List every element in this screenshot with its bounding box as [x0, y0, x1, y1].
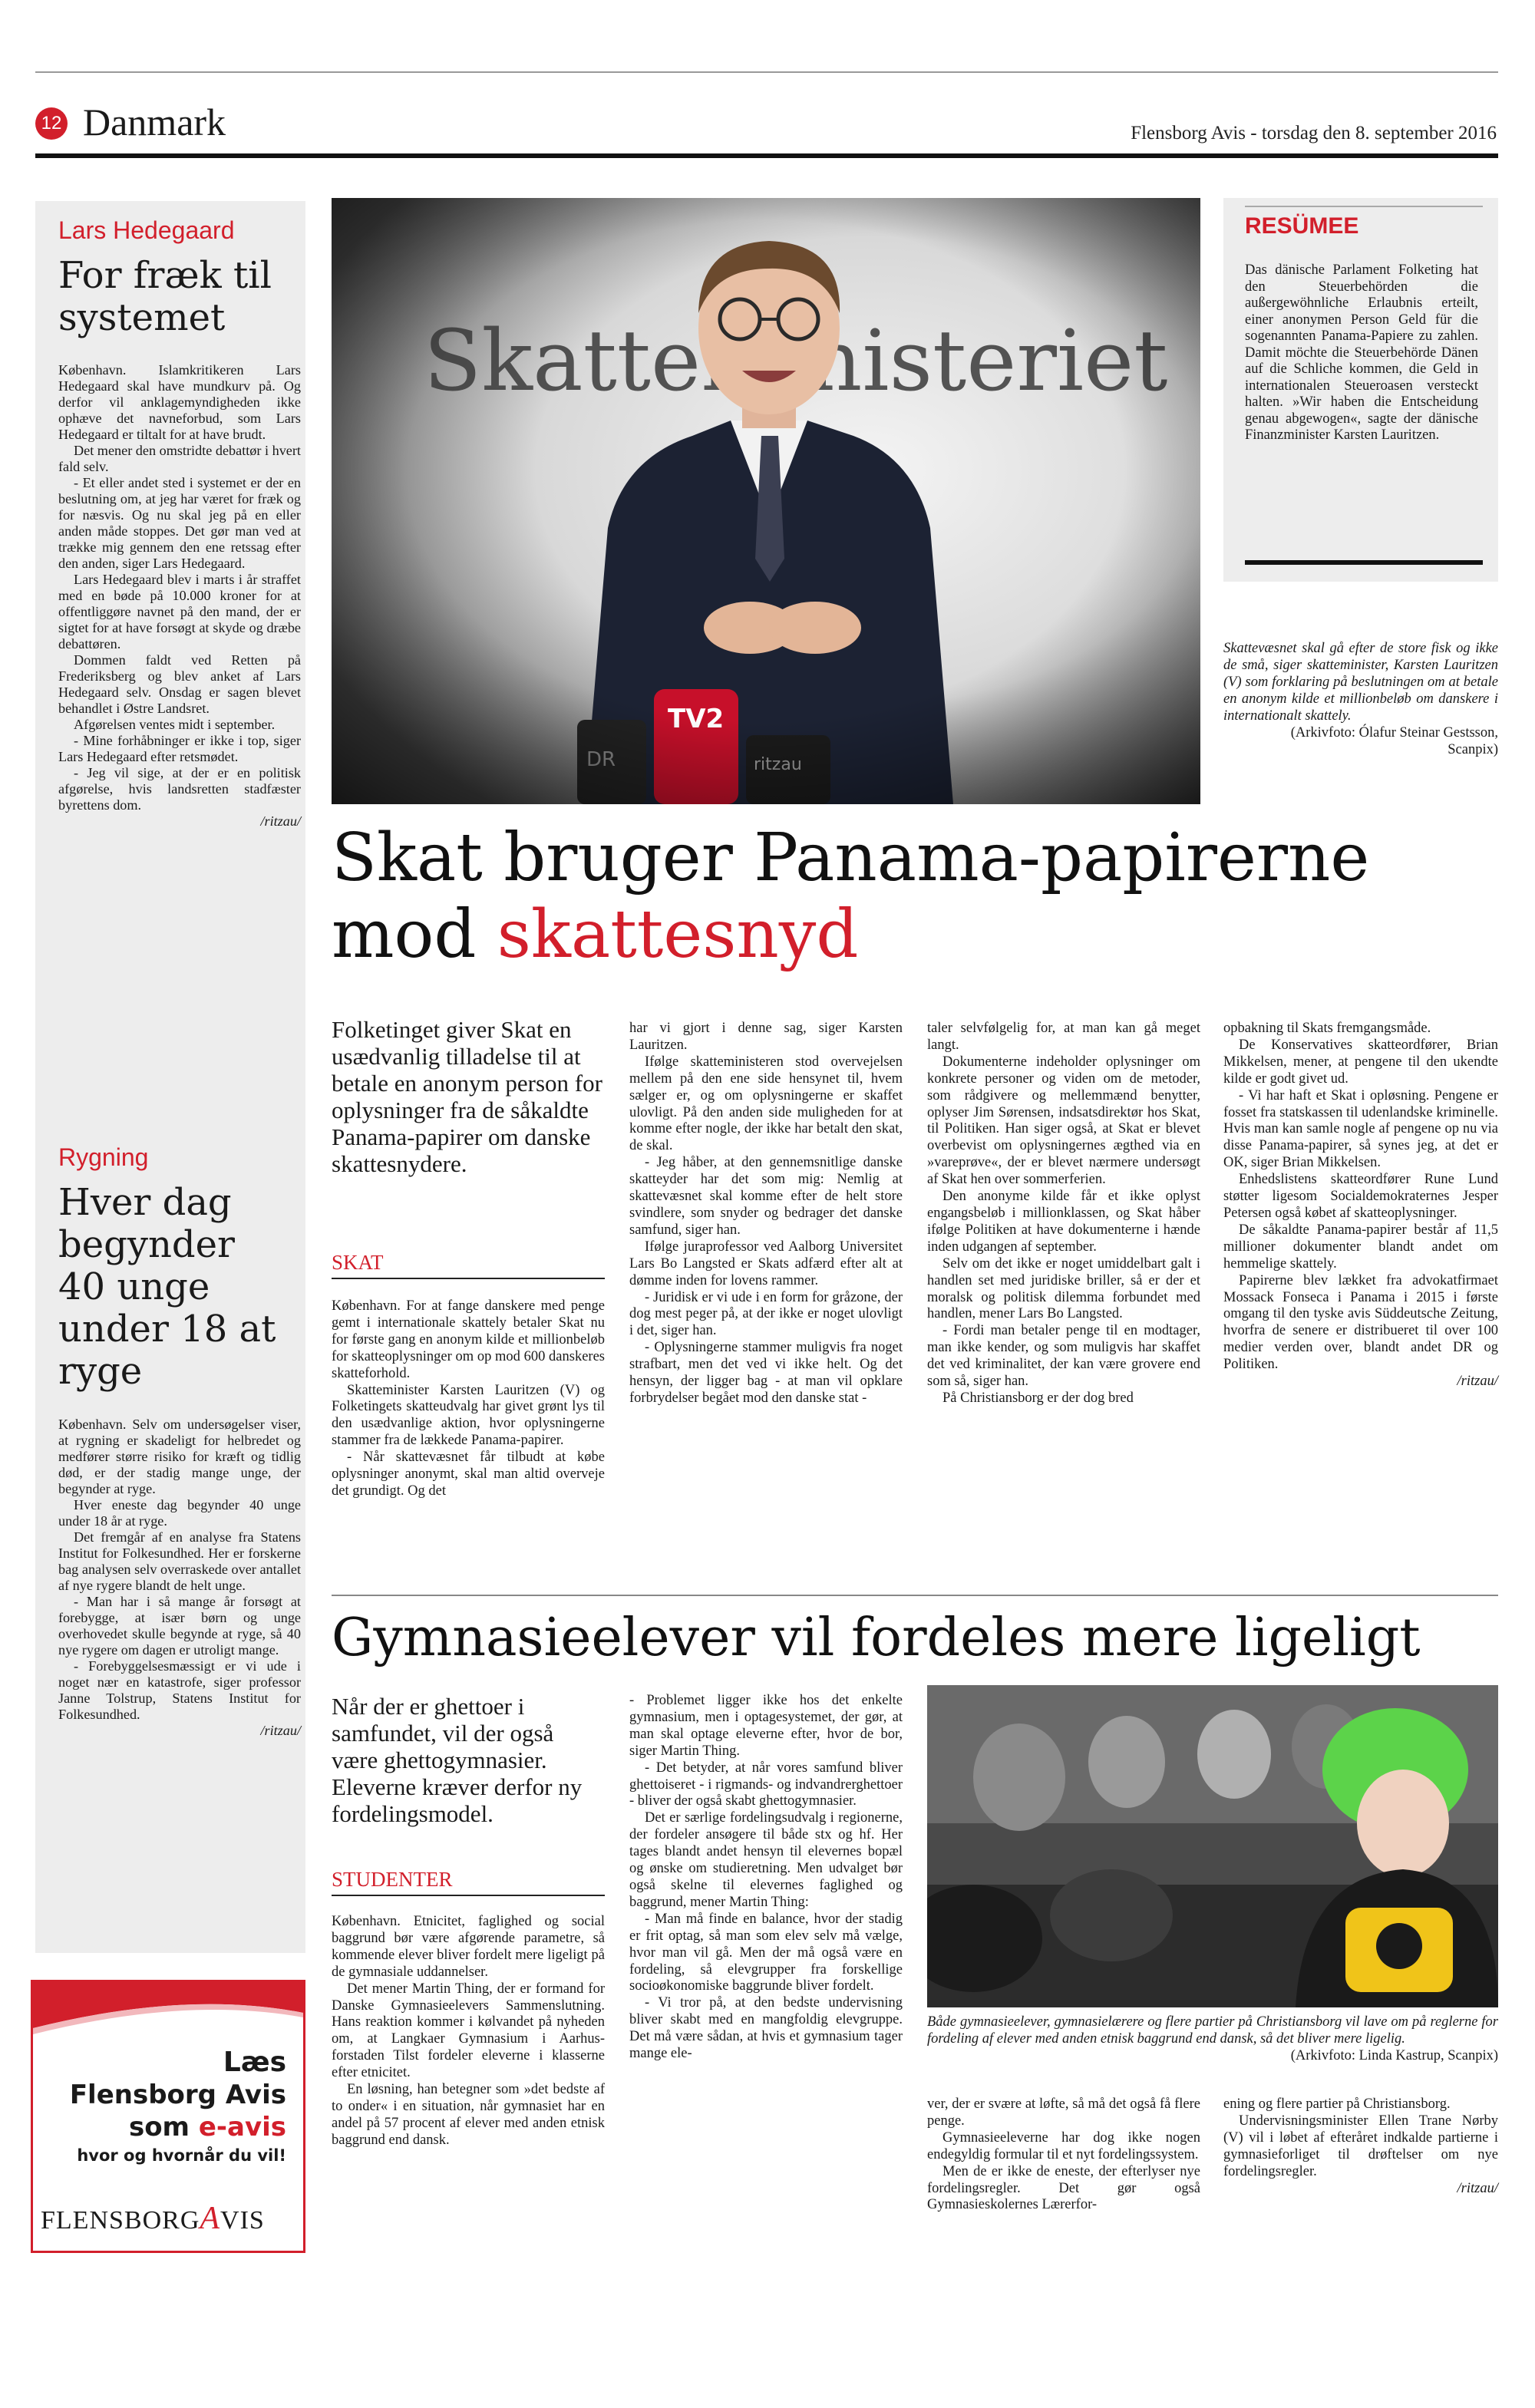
article2-paragraph: Men de er ikke de eneste, der efterlyser nye fordelingsregler. Det gør også Gymnasieskolernes Lærerfor- [927, 2163, 1200, 2213]
article2-column-4 [1223, 2096, 1498, 2197]
article1-column-4 [1223, 1021, 1498, 1390]
resume-box [1223, 198, 1498, 582]
ad-line: Flensborg Avis [69, 2080, 286, 2110]
article2-paragraph: Det er særlige fordelingsudvalg i regionerne, der fordeler ansøgere til både stx og hf. Her tages blandt andet hensyn til elevernes bopæl og ønske om studieretning. Men udvalget bør også skelne til elevernes faglighed og baggrund, mener Martin Thing: [629, 1810, 903, 1910]
story2-paragraph: Hver eneste dag begynder 40 unge under 18 år at ryge. [58, 1497, 301, 1529]
article1-intro: Folketinget giver Skat en usædvanlig tilladelse til at betale en anonym person for oplysninger fra de såkaldte Panama-papirer om danske skattesnydere. [332, 1016, 602, 1177]
article1-paragraph: Den anonyme kilde får et ikke oplyst engangsbeløb i millionklassen, og Skat håber ifølge Politiken at have dokumenterne i hænde inden udgangen af september. [927, 1189, 1200, 1255]
article1-column-1 [332, 1298, 605, 1500]
article1-paragraph: - Juridisk er vi ude i en form for gråzone, der dog mest peger på, at der ikke er noget ulovligt i det, siger han. [629, 1289, 903, 1339]
article1-paragraph: Ifølge skatteministeren stod overvejelsen mellem på den ene side hensynet til, hvem sælger er, og om oplysningerne er skaffet ulovligt. På den anden side muligheden for at komme efter nogle, der ikke har betalt den skat, de skal. [629, 1054, 903, 1154]
article1-column-3 [927, 1021, 1200, 1407]
article1-signature: /ritzau/ [1457, 1374, 1498, 1390]
article2-paragraph: ening og flere partier på Christiansborg. [1223, 2096, 1451, 2112]
article1-paragraph: Enhedslistens skatteordfører Rune Lund støtter ligesom Socialdemokraternes Jesper Petersen også købet af skatteoplysninger. [1223, 1172, 1498, 1221]
article1-paragraph: - Oplysningerne stammer muligvis fra noget strafbart, men det ved vi ikke helt. Og det hensyn, der ligger bag - at man vil opklare forbrydelser begået mod den danske stat - [629, 1340, 903, 1406]
article2-paragraph: - Problemet ligger ikke hos det enkelte gymnasium, men i optagesystemet, der gør, at man skal optage eleverne efter, hvor de bor, siger Martin Thing. [629, 1693, 903, 1759]
resume-title: RESÜMEE [1245, 206, 1483, 239]
story2-headline [58, 1182, 304, 1393]
article2-paragraph: Det mener Martin Thing, der er formand for Danske Gymnasieelevers Sammenslutning. Hans reaktion kommer i kølvandet på nyheden om, at Langkaer Gymnasium i Aarhus-forstaden Tilst fordeler eleverne i klasserne efter etnicitet. [332, 1981, 605, 2081]
students-photo-illustration [927, 1685, 1498, 2007]
article2-paragraph: Undervisningsminister Ellen Trane Nørby (V) vil i løbet af efteråret indkalde partierne i gymnasieforliget til drøftelser om nye fordelingsregler. [1223, 2113, 1498, 2179]
story1-paragraph: Lars Hedegaard blev i marts i år straffet med en bøde på 10.000 kroner for at offentliggøre navnet på den mand, der er sigtet for at have forsøgt at skyde og dræbe debattøren. [58, 572, 301, 651]
ad-line-part: som [128, 2112, 199, 2142]
story1-body [58, 362, 301, 830]
article1-headline-part: mod [332, 896, 497, 973]
story1-kicker: Lars Hedegaard [58, 216, 235, 244]
article2-paragraph: København. Etnicitet, faglighed og social baggrund bør være afgørende parametre, så kommende elever bliver fordelt mere ligeligt på de gymnasiale uddannelser. [332, 1914, 605, 1980]
article2-column-1 [332, 1914, 605, 2149]
story1-paragraph: - Mine forhåbninger er ikke i top, siger Lars Hedegaard efter retsmødet. [58, 733, 301, 764]
ad-line-highlight: e-avis [198, 2112, 286, 2142]
story2-headline-line: Hver dag [58, 1181, 232, 1224]
story2-headline-line: begynder [58, 1223, 235, 1266]
article2-paragraph: En løsning, han betegner som »det bedste af to onder« i en situation, når gymnasiet har en andel på 57 procent af elever med anden etnisk baggrund end dansk. [332, 2082, 605, 2148]
article2-intro: Når der er ghettoer i samfundet, vil der også være ghettogymnasier. Eleverne kræver derfor ny fordelingsmodel. [332, 1693, 583, 1827]
article1-paragraph: - Vi har haft et Skat i opløsning. Pengene er fosset fra statskassen til udenlandske kriminelle. Hvis man kan samle nogle af pengene op nu via disse Panama-papirer, så synes jeg, at det er OK, siger Brian Mikkelsen. [1223, 1087, 1498, 1171]
news-sidebar [35, 201, 305, 1953]
article1-headline-line: Skat bruger Panama-papirerne [332, 820, 1370, 896]
story1-paragraph: - Jeg vil sige, at der er en politisk afgørelse, hvis landsretten stadfæster byrettens dom. [58, 765, 301, 813]
story2-headline-line: under 18 at [58, 1308, 276, 1351]
article2-paragraph: Gymnasieeleverne har dog ikke nogen endegyldig formular til et nyt fordelingssystem. [927, 2129, 1200, 2162]
story2-paragraph: København. Selv om undersøgelser viser, at rygning er skadeligt for helbredet og medfører større risiko for kræft og tidlig død, er der stadig mange unge, der begynder at ryge. [58, 1417, 301, 1496]
article-divider [332, 1595, 1498, 1596]
article1-column-2 [629, 1021, 903, 1407]
caption-text: Skattevæsnet skal gå efter de store fisk og ikke de små, siger skatteminister, Karsten Lauritzen (V) som forklaring på beslutningen om at betale en anonym kilde et millionbeløb om danskere i internationalt skattely. [1223, 641, 1498, 724]
story1-headline-line: For fræk til [58, 254, 272, 297]
article1-paragraph: taler selvfølgelig for, at man kan gå meget langt. [927, 1021, 1200, 1053]
ad-swoosh-graphic [33, 1982, 303, 2036]
article2-paragraph: - Man må finde en balance, hvor der stadig er frit optag, så man som elev selv må vælge, hvor man vil gå. Men der må også være en fordeling, så elevgrupper fra forskellige socioøkonomiske baggrunde bliver fordelt. [629, 1911, 903, 1994]
article2-paragraph: - Det betyder, at når vores samfund bliver ghettoiseret - i rigmands- og indvandrerghettoer - bliver der også skabt ghettogymnasier. [629, 1760, 903, 1809]
article2-headline: Gymnasieelever vil fordeles mere ligeligt [332, 1608, 1421, 1668]
article1-paragraph: - Jeg håber, at den gennemsnitlige danske skatteyder har det som mig: Nemlig at skattevæsnet skal komme efter de helt store svindlere, som snyder og bedrager det danske samfund, siger han. [629, 1155, 903, 1238]
article2-column-2 [629, 1693, 903, 2063]
article1-paragraph: Selv om det ikke er noget umiddelbart galt i handlen set med juridiske briller, så er der et moralsk og politisk dilemma forbundet med handlen, mener Lars Bo Langsted. [927, 1255, 1200, 1322]
article1-paragraph: har vi gjort i denne sag, siger Karsten Lauritzen. [629, 1021, 903, 1053]
story1-paragraph: Det mener den omstridte debattør i hvert fald selv. [58, 443, 301, 474]
story2-headline-line: ryge [58, 1350, 143, 1393]
eavis-advertisement[interactable] [31, 1980, 305, 2253]
story1-headline-line: systemet [58, 296, 226, 339]
ad-logo-part: A [200, 2201, 221, 2236]
story1-paragraph: Dommen faldt ved Retten på Frederiksberg og blev anket af Lars Hedegaard selv. Onsdag er sagen blevet behandlet i Østre Landsret. [58, 652, 301, 716]
article1-paragraph: På Christiansborg er der dog bred [942, 1390, 1134, 1406]
minister-photo [332, 198, 1200, 804]
story2-paragraph: - Forebyggelsesmæssigt er vi ude i noget nær en katastrofe, siger professor Janne Tolstrup, Statens Institut for Folkesundhed. [58, 1658, 301, 1722]
story1-headline [58, 255, 304, 339]
article1-paragraph: Dokumenterne indeholder oplysninger om konkrete personer og viden om de metoder, som rådgivere og mellemmænd benytter, oplyser Jim Sørensen, indsatsdirektør hos Skat, til Politiken. Han siger også, at Skat er blevet overbevist om oplysningernes ægthed via en »vareprøve«, der er blevet nærmere undersøgt af Skat hen over sommerferien. [927, 1054, 1200, 1188]
article1-headline-line [332, 896, 1369, 973]
story2-kicker: Rygning [58, 1143, 149, 1171]
ad-line [70, 2111, 286, 2143]
story1-signature: /ritzau/ [260, 813, 301, 829]
article1-paragraph: De Konservatives skatteordfører, Brian Mikkelsen, mener, at pengene til den ukendte kilde er godt givet ud. [1223, 1037, 1498, 1087]
article2-signature: /ritzau/ [1457, 2180, 1498, 2196]
article1-paragraph: - Når skattevæsnet får tilbudt at købe oplysninger anonymt, skal man altid overveje det grundigt. Og det [332, 1450, 605, 1499]
article1-paragraph: De såkaldte Panama-papirer består af 11,5 millioner dokumenter blandt andet om hemmelige skattely. [1223, 1222, 1498, 1272]
article2-tag: STUDENTER [332, 1868, 605, 1896]
students-photo [927, 1685, 1498, 2007]
section-title: Danmark [83, 101, 226, 143]
article2-column-3 [927, 2096, 1200, 2214]
caption-credit: Scanpix) [1448, 742, 1498, 757]
students-caption-credit: (Arkivfoto: Linda Kastrup, Scanpix) [1290, 2048, 1498, 2063]
story1-paragraph: - Et eller andet sted i systemet er der en beslutning om, at jeg har været for fræk og for næsvis. Og nu skal jeg på en eller anden måde stoppes. Det gør man ved at trække mig gennem den ene retssag efter den anden, siger Lars Hedegaard. [58, 475, 301, 571]
ad-text-block [70, 2047, 286, 2168]
story1-paragraph: København. Islamkritikeren Lars Hedegaard skal have mundkurv på. Og derfor vil anklagemyndigheden ikke ophæve det navneforbud, som Lars Hedegaard er tiltalt for at have brudt. [58, 362, 301, 442]
story2-signature: /ritzau/ [260, 1723, 301, 1738]
ad-logo [41, 2200, 265, 2237]
article1-headline-highlight: skattesnyd [497, 896, 859, 973]
article1-paragraph: Skatteminister Karsten Lauritzen (V) og Folketingets skatteudvalg har givet grønt lys til den usædvanlige aktion, hvor oplysningerne stammer fra de lækkede Panama-papirer. [332, 1382, 605, 1449]
header-rule [35, 153, 1498, 158]
article1-paragraph: København. For at fange danskere med penge gemt i internationale skattely betaler Skat nu for første gang en anonym kilde et millionbeløb for skatteoplysninger om op mod 600 danskeres skatteforhold. [332, 1298, 605, 1381]
resume-rule [1245, 560, 1483, 565]
article1-paragraph: - Fordi man betaler penge til en modtager, man ikke kender, og som muligvis har skaffet det ved kriminalitet, der kan være grovere end som så, siger han. [927, 1323, 1200, 1390]
story2-paragraph: - Man har i så mange år forsøgt at forebygge, at især børn og unge overhovedet skulle begynde at ryge, så 40 nye rygere om dagen er utroligt mange. [58, 1594, 301, 1658]
minister-photo-illustration [332, 198, 1200, 804]
story2-body [58, 1417, 301, 1739]
page-number-badge: 12 [35, 107, 68, 140]
caption-credit: (Arkivfoto: Ólafur Steinar Gestsson, [1290, 725, 1498, 741]
article1-headline [332, 820, 1369, 973]
students-caption-text: Både gymnasieelever, gymnasielærere og flere partier på Christiansborg vil lave om på reglerne for fordeling af elever med anden etnisk baggrund end dansk, så det bliver mere ligelig. [927, 2014, 1498, 2047]
resume-text: Das dänische Parlament Folketing hat den Steuerbehörden die außergewöhnliche Erlaubnis erteilt, einer anonymen Person Geld für die sogenannten Panama-Papiere zu zahlen. Damit möchte die Steuerbehörde Dänen auf die Schliche kommen, die Geld in internationalen Steueroasen versteckt halten. »Wir haben die Entscheidung genau abgewogen«, sagte der dänische Finanzminister Karsten Lauritzen. [1245, 262, 1478, 443]
article2-paragraph: ver, der er svære at løfte, så må det også få flere penge. [927, 2096, 1200, 2129]
article1-tag: SKAT [332, 1251, 605, 1279]
ad-line: Læs [223, 2047, 286, 2078]
ad-logo-part: VIS [220, 2206, 265, 2235]
article1-paragraph: Papirerne blev lækket fra advokatfirmaet Mossack Fonseca i Panama i 2015 i første omgang til den tyske avis Süddeutsche Zeitung, hvorfra de senere er distribueret til over 100 medier verden over, blandt andet DR og Politiken. [1223, 1272, 1498, 1373]
ad-line: hvor og hvornår du vil! [77, 2146, 286, 2165]
dateline: Flensborg Avis - torsdag den 8. september 2016 [1131, 123, 1497, 143]
article2-paragraph: - Vi tror på, at den bedste undervisning bliver skabt med en mangfoldig elevgruppe. Det må være sådan, at hvis et gymnasium tager mange ele- [629, 1995, 903, 2062]
story2-headline-line: 40 unge [58, 1265, 210, 1308]
students-caption [927, 2014, 1498, 2064]
story1-paragraph: Afgørelsen ventes midt i september. [74, 717, 276, 732]
story2-paragraph: Det fremgår af en analyse fra Statens Institut for Folkesundhed. Her er forskerne bag analysen selv overraskede over antallet af nye rygere blandt de helt unge. [58, 1529, 301, 1593]
article1-paragraph: Ifølge juraprofessor ved Aalborg Universitet Lars Bo Langsted er Skats adfærd efter alt at dømme inden for lovens rammer. [629, 1239, 903, 1288]
photo-caption [1223, 640, 1498, 758]
article1-paragraph: opbakning til Skats fremgangsmåde. [1223, 1021, 1431, 1036]
ad-logo-part: FLENSBORG [41, 2206, 200, 2235]
top-rule [35, 71, 1498, 73]
